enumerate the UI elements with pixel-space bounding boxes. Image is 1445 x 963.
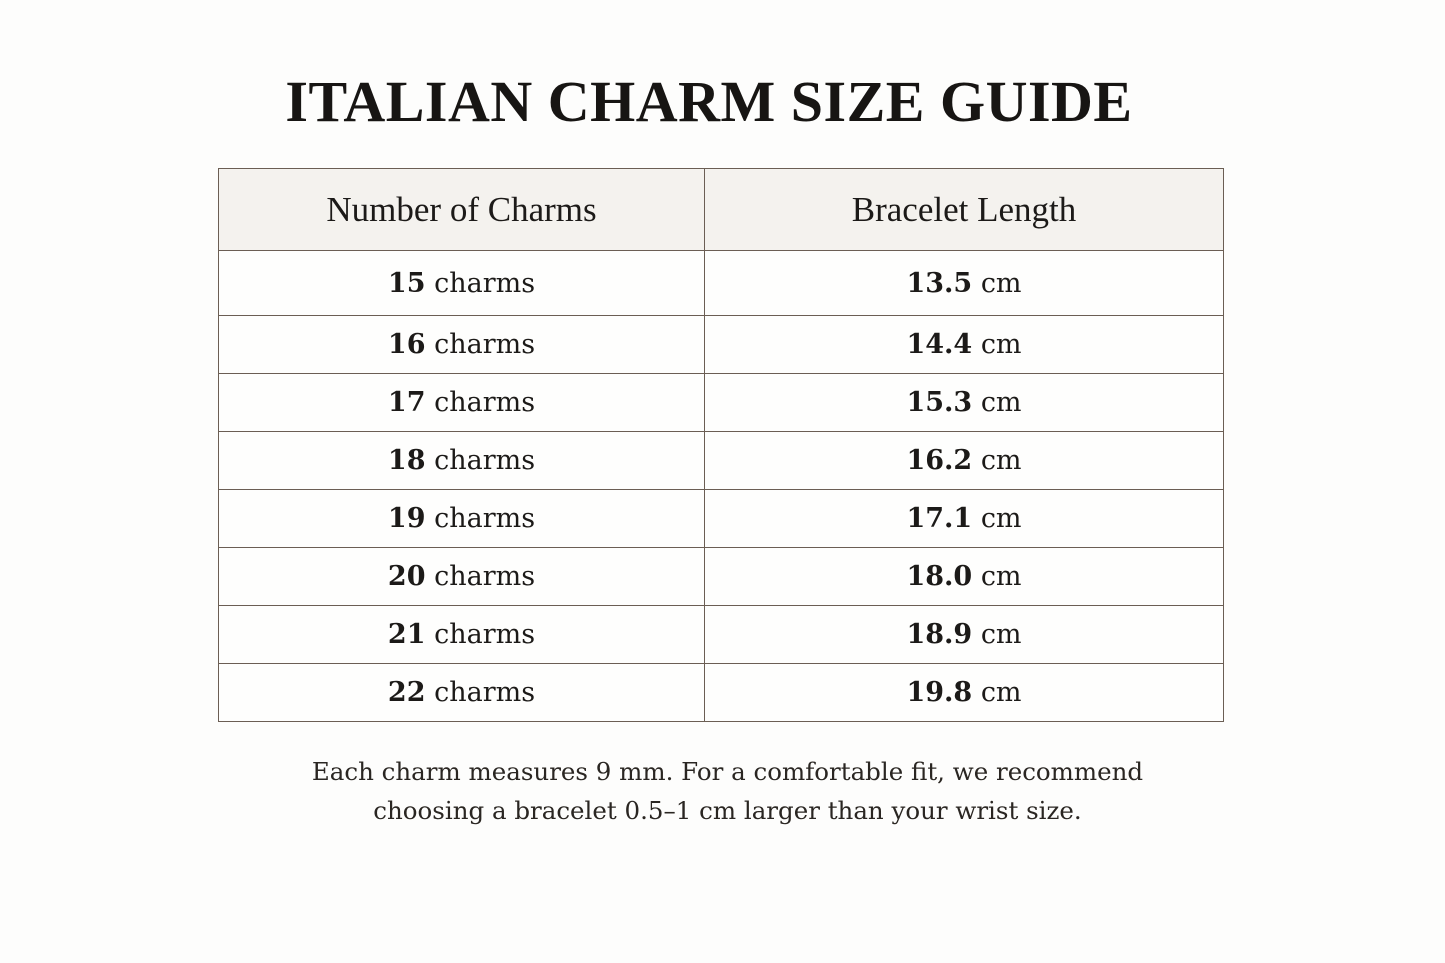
table-row bbox=[219, 316, 1224, 374]
length-cell bbox=[705, 664, 1224, 722]
length-unit: cm bbox=[980, 267, 1022, 299]
length-value: 13.5 bbox=[906, 267, 973, 299]
charms-cell bbox=[219, 432, 705, 490]
charms-cell bbox=[219, 490, 705, 548]
length-cell bbox=[705, 606, 1224, 664]
charms-cell bbox=[219, 664, 705, 722]
length-cell bbox=[705, 251, 1224, 316]
length-unit: cm bbox=[980, 561, 1022, 592]
length-value: 19.8 bbox=[906, 677, 973, 708]
length-value: 18.0 bbox=[906, 561, 973, 592]
length-unit: cm bbox=[980, 619, 1022, 650]
charms-cell bbox=[219, 606, 705, 664]
charms-count: 16 bbox=[387, 329, 426, 360]
page-title: ITALIAN CHARM SIZE GUIDE bbox=[285, 69, 1133, 134]
charms-cell bbox=[219, 374, 705, 432]
charms-unit: charms bbox=[434, 503, 536, 534]
charms-unit: charms bbox=[434, 619, 536, 650]
charms-count: 18 bbox=[387, 445, 426, 476]
size-table bbox=[218, 168, 1224, 722]
charms-count: 19 bbox=[387, 503, 426, 534]
charms-count: 15 bbox=[387, 267, 426, 299]
length-cell bbox=[705, 548, 1224, 606]
length-cell bbox=[705, 316, 1224, 374]
length-value: 18.9 bbox=[906, 619, 973, 650]
charms-unit: charms bbox=[434, 387, 536, 418]
table-row bbox=[219, 490, 1224, 548]
column-header-number-of-charms: Number of Charms bbox=[219, 169, 705, 251]
charms-cell bbox=[219, 548, 705, 606]
length-unit: cm bbox=[980, 329, 1022, 360]
sizing-note-line: Each charm measures 9 mm. For a comfortable fit, we recommend bbox=[311, 757, 1144, 786]
length-unit: cm bbox=[980, 503, 1022, 534]
length-unit: cm bbox=[980, 677, 1022, 708]
length-unit: cm bbox=[980, 445, 1022, 476]
length-value: 14.4 bbox=[906, 329, 973, 360]
charms-count: 21 bbox=[387, 619, 426, 650]
table-row bbox=[219, 432, 1224, 490]
length-unit: cm bbox=[980, 387, 1022, 418]
charms-unit: charms bbox=[434, 267, 536, 299]
sizing-note-line: choosing a bracelet 0.5–1 cm larger than your wrist size. bbox=[373, 796, 1082, 825]
charms-cell bbox=[219, 251, 705, 316]
charms-unit: charms bbox=[434, 677, 536, 708]
table-row bbox=[219, 548, 1224, 606]
charms-unit: charms bbox=[434, 561, 536, 592]
length-cell bbox=[705, 490, 1224, 548]
length-cell bbox=[705, 374, 1224, 432]
length-value: 17.1 bbox=[906, 503, 973, 534]
charms-unit: charms bbox=[434, 445, 536, 476]
sizing-note bbox=[250, 752, 1205, 830]
charms-count: 22 bbox=[387, 677, 426, 708]
column-header-bracelet-length: Bracelet Length bbox=[705, 169, 1224, 251]
table-row bbox=[219, 374, 1224, 432]
length-cell bbox=[705, 432, 1224, 490]
charms-cell bbox=[219, 316, 705, 374]
length-value: 15.3 bbox=[906, 387, 973, 418]
length-value: 16.2 bbox=[906, 445, 973, 476]
charms-count: 17 bbox=[387, 387, 426, 418]
table-row bbox=[219, 251, 1224, 316]
charms-count: 20 bbox=[387, 561, 426, 592]
charms-unit: charms bbox=[434, 329, 536, 360]
table-header-row bbox=[219, 169, 1224, 251]
table-row bbox=[219, 606, 1224, 664]
table-row bbox=[219, 664, 1224, 722]
